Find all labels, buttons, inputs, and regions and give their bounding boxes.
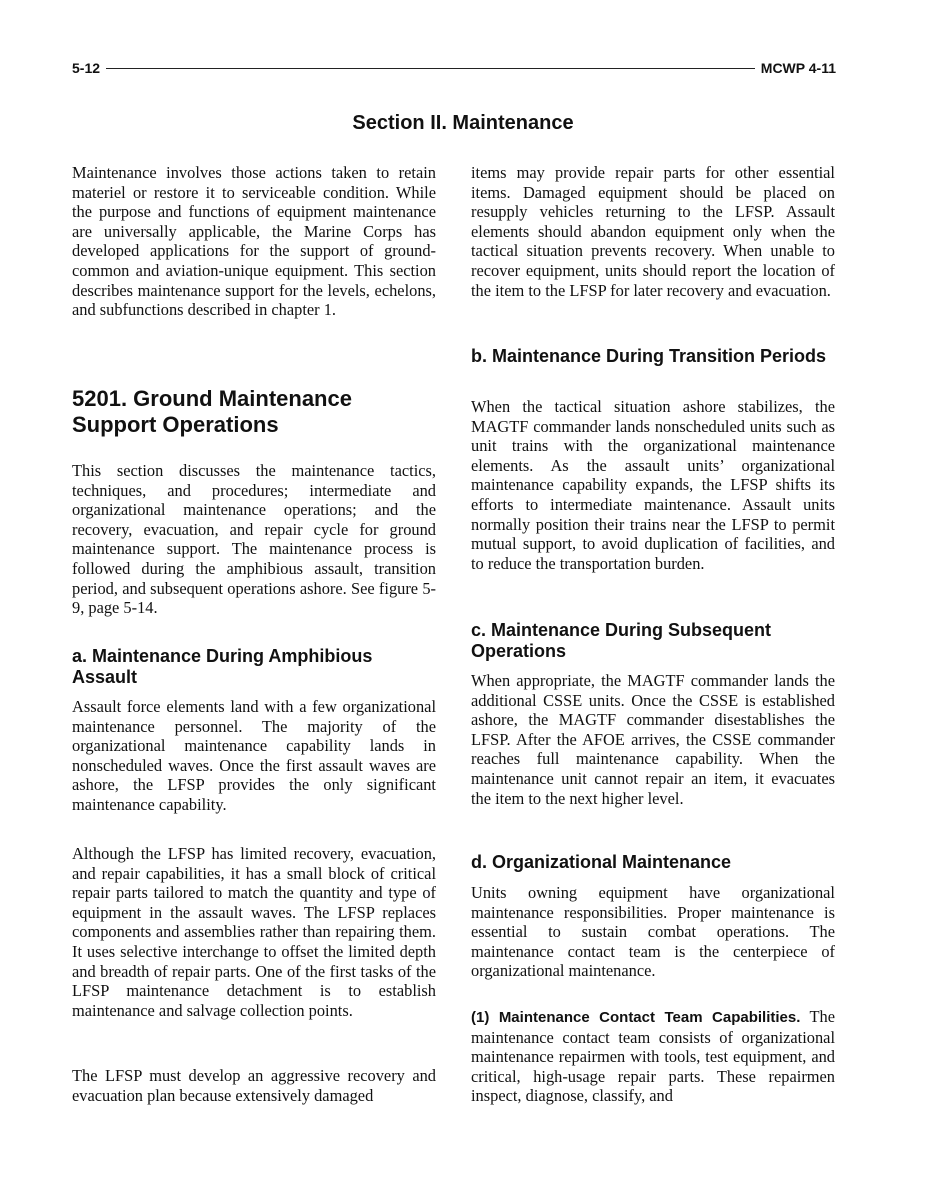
heading-c: c. Maintenance During Subsequent Operations: [471, 620, 772, 661]
publication-id: MCWP 4-11: [760, 60, 836, 76]
section-title: Section II. Maintenance: [352, 112, 574, 134]
heading-d: d. Organizational Maintenance: [471, 852, 732, 872]
running-header: [72, 58, 836, 78]
paragraph-a1: Assault force elements land with a few organizational maintenance personnel. The majority of the organizational maintenance capability lands in nonscheduled waves. Once the first assault waves are ashore, the LFSP provides the only significant maintenance capability.: [72, 697, 436, 814]
header-rule: [106, 68, 755, 69]
heading-5201: 5201. Ground Maintenance Support Operations: [72, 386, 352, 437]
paragraph-5201: This section discusses the maintenance tactics, techniques, and procedures; intermediate and organizational maintenance operations; and the recovery, evacuation, and repair cycle for ground maintenance support. The maintenance process is followed during the amphibious assault, transition period, and subsequent operations ashore. See figure 5-9, page 5-14.: [72, 461, 436, 618]
runin-heading-d1: (1) Maintenance Contact Team Capabilities.: [471, 1009, 801, 1026]
heading-a: a. Maintenance During Amphibious Assault: [72, 646, 373, 687]
paragraph-a3-continued: items may provide repair parts for other essential items. Damaged equipment should be placed on resupply vehicles returning to the LFSP. Assault elements should abandon equipment only when the tactical situation prevents recovery. When unable to recover equipment, units should report the location of the item to the LFSP for later recovery and evacuation.: [471, 163, 835, 300]
heading-b: b. Maintenance During Transition Periods: [471, 346, 827, 366]
paragraph-d1: [471, 1007, 835, 1106]
paragraph-a2: Although the LFSP has limited recovery, evacuation, and repair capabilities, it has a small block of critical repair parts tailored to match the quantity and type of equipment in the assault waves. The LFSP replaces components and assemblies rather than repairing them. It uses selective interchange to offset the limited depth and breadth of repair parts. One of the first tasks of the LFSP maintenance detachment is to establish maintenance and salvage collection points.: [72, 844, 436, 1020]
paragraph-b: When the tactical situation ashore stabilizes, the MAGTF commander lands nonscheduled units such as unit trains with the organizational maintenance elements. As the assault units’ organizational maintenance capability expands, the LFSP shifts its efforts to intermediate maintenance. Assault units normally position their trains near the LFSP to permit mutual support, to avoid duplication of facilities, and to reduce the transportation burden.: [471, 397, 835, 573]
page-number: 5-12: [72, 60, 101, 76]
paragraph-d1-text: The maintenance contact team consists of organizational maintenance repairmen with tools, test equipment, and critical, high-usage repair parts. These repairmen inspect, diagnose, classify, and: [471, 1007, 835, 1106]
paragraph-c: When appropriate, the MAGTF commander lands the additional CSSE units. Once the CSSE is established ashore, the MAGTF commander disestablishes the LFSP. After the AFOE arrives, the CSSE commander reaches full maintenance capability. When the maintenance unit cannot repair an item, it evacuates the item to the next higher level.: [471, 671, 835, 808]
paragraph-a3: The LFSP must develop an aggressive recovery and evacuation plan because extensively damaged: [72, 1066, 436, 1105]
intro-paragraph: Maintenance involves those actions taken to retain materiel or restore it to serviceable condition. While the purpose and functions of equipment maintenance are universally applicable, the Marine Corps has developed applications for the support of ground-common and aviation-unique equipment. This section describes maintenance support for the levels, echelons, and subfunctions described in chapter 1.: [72, 163, 436, 320]
paragraph-d: Units owning equipment have organizational maintenance responsibilities. Proper maintenance is essential to sustain combat operations. The maintenance contact team is the centerpiece of organizational maintenance.: [471, 883, 835, 981]
